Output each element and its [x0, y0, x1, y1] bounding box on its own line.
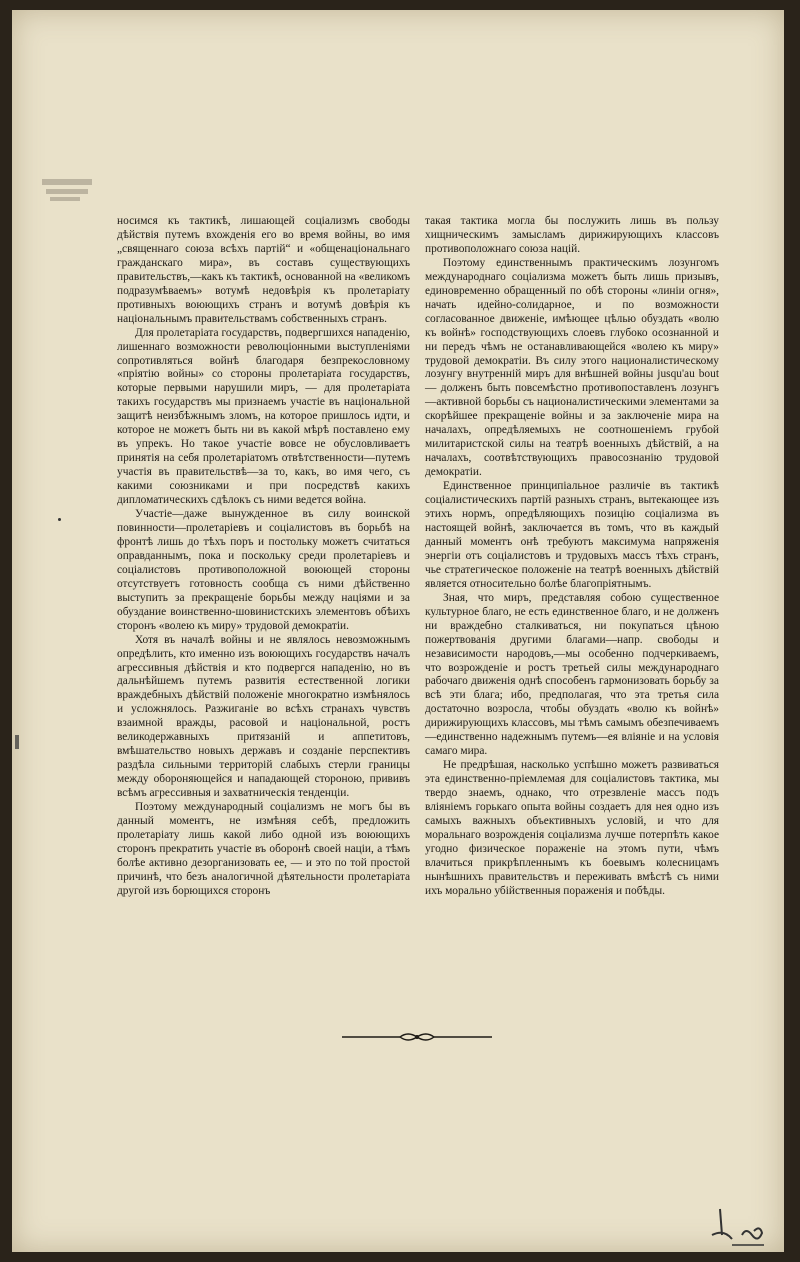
paragraph: носимся къ тактикѣ, лишающей соціализмъ свободы дѣйствія путемъ вхожденія его во время войны, во имя „священнаго союза всѣхъ партій“ и «общенаціональнаго гражданскаго мира», въ составъ существующихъ правительствъ,—какъ къ тактикѣ, основанной на «великомъ подразумѣваемъ» вотумѣ недовѣрія къ пролетаріату противныхъ воюющихъ странъ и вотумѣ довѣрія къ національнымъ правительствамъ собственныхъ странъ.	[117, 215, 410, 325]
paragraph: Зная, что миръ, представляя собою существенное культурное благо, не есть единственное благо, и не долженъ ни враждебно сталкиваться, ни покупаться цѣною пожертвованія другими благами—напр. свободы и независимости народовъ,—мы особенно подчеркиваемъ, что возрожденіе и ростъ третьей силы международнаго рабочаго движенія однѣ способенъ гармонизовать борьбу за всѣ эти блага; ибо, предполагая, что эта третья сила достаточно возросла, чтобы обуздать «волю къ войнѣ» дирижирующихъ классовъ, мы тѣмъ самымъ обезпечиваемъ—единственно надежнымъ путемъ—ея вліяніе и на условія самаго мира.	[425, 591, 719, 758]
paragraph: Для пролетаріата государствъ, подвергшихся нападенію, лишеннаго возможности революціонными выступленіями сопротивляться войнѣ благодаря безпрекословному «пріятію войны» со стороны пролетаріата государствъ, которые первыми нарушили миръ, — для пролетаріата такихъ государствъ мы признаемъ участіе въ національной защитѣ неизбѣжнымъ зломъ, на которое пришлось идти, и которое не можетъ быть ни въ какой мѣрѣ поставлено ему въ упрекъ. Но такое участіе вовсе не обусловливаетъ принятія на себя пролетаріатомъ отвѣтственности—путемъ участія въ правительствѣ—за то, какъ, во имя чего, съ какими союзниками и при посредствѣ какихъ дипломатическихъ сдѣлокъ съ ними ведется война.	[117, 326, 410, 507]
left-text-column	[117, 215, 410, 899]
margin-mark	[15, 735, 19, 749]
paragraph: Не предрѣшая, насколько успѣшно можетъ развиваться эта единственно-пріемлемая для соціалистовъ тактика, мы твердо знаемъ, однако, что отрезвленіе массъ подъ вліяніемъ горькаго опыта войны создаетъ для нея одно изъ самыхъ важныхъ объективныхъ условій, и что для моральнаго возрожденія соціализма лучше потерпѣть какое угодно физическое пораженіе на этомъ пути, чѣмъ влачиться прикрѣпленнымъ къ боевымъ колесницамъ нынѣшнихъ правительствъ и переживать вмѣстѣ съ ними ихъ морально убійственныя пораженія и побѣды.	[425, 759, 719, 897]
faded-stamp-mark	[40, 175, 96, 205]
end-ornament	[342, 1030, 492, 1044]
paragraph: Поэтому международный соціализмъ не могъ бы въ данный моментъ, не измѣняя себѣ, предложить пролетаріату лишь какой либо одной изъ воюющихъ сторонъ прекратить участіе въ оборонѣ своей націи, а тѣмъ болѣе активно дезорганизовать ее, — и это по той простой причинѣ, что безъ аналогичной дѣятельности пролетаріата другой изъ борющихся сторонъ	[117, 801, 410, 897]
paragraph: Участіе—даже вынужденное въ силу воинской повинности—пролетаріевъ и соціалистовъ въ борьбѣ на фронтѣ лишь до тѣхъ поръ и постольку можетъ считаться оправданнымъ, пока и поскольку среди пролетаріевъ и соціалистовъ противоположной воюющей стороны отсутствуетъ готовность сообща съ ними дѣйственно выступить за прекращеніе борьбы между націями и за обуздание воинственно-шовинистскихъ элементовъ обѣихъ сторонъ «волею къ миру» трудовой демократіи.	[117, 508, 410, 632]
right-text-column	[425, 215, 719, 899]
paragraph: Единственное принципіальное различіе въ тактикѣ соціалистическихъ партій разныхъ странъ, вытекающее изъ этихъ нормъ, опредѣляющихъ позицію соціализма въ настоящей войнѣ, заключается въ томъ, что въ каждый данный моментъ онѣ требуютъ максимума напряженія энергіи отъ соціалистовъ и трудовыхъ массъ тѣхъ странъ, чье стратегическое положеніе на театрѣ военныхъ дѣйствій является относительно болѣе благопріятнымъ.	[425, 480, 719, 590]
handwritten-annotation	[702, 1205, 772, 1250]
paragraph: Поэтому единственнымъ практическимъ лозунгомъ международнаго соціализма можетъ быть лишь призывъ, единовременно обращенный по обѣ стороны «линіи огня», начать идейно-солидарное, и по возможности согласованное движеніе, имѣющее цѣлью обуздать «волю къ войнѣ» господствующихъ слоевъ глубоко осознанной и ни передъ чѣмъ не останавливающейся «волею къ миру» трудовой демократіи. Въ силу этого националистическому лозунгу внутренній миръ для внѣшней войны jusqu'au bout — долженъ быть повсемѣстно противопоставленъ лозунгъ—активной борьбы съ националистическими элементами за скорѣйшее прекращеніе войны и за заключеніе мира на началахъ, опредѣляемыхъ не соотношеніемъ грубой милитаристской силы на театрѣ военныхъ дѣйствій, а на началахъ, соотвѣтствующихъ правосознанію трудовой демократіи.	[425, 256, 719, 479]
paragraph: такая тактика могла бы послужить лишь въ пользу хищническимъ замысламъ дирижирующихъ классовъ противоположнаго союза націй.	[425, 215, 719, 255]
document-page	[12, 10, 784, 1252]
ink-speck	[58, 518, 61, 521]
paragraph: Хотя въ началѣ войны и не являлось невозможнымъ опредѣлить, кто именно изъ воюющихъ государствъ началъ агрессивныя дѣйствія и кто подвергся нападенію, но въ дальнѣйшемъ путемъ развитія естественной логики враждебныхъ дѣйствій положеніе многократно измѣнялось и усложнялось. Разжиганіе во всѣхъ странахъ чувствъ взаимной вражды, расовой и національной, ростъ великодержавныхъ притязаній и аппетитовъ, вмѣшательство новыхъ державъ и созданіе перспективъ раздѣла сильными территорій слабыхъ стерли границы между обороняющейся и нападающей стороною, прививъ всѣмъ агрессивныя и захватническія тенденціи.	[117, 633, 410, 800]
